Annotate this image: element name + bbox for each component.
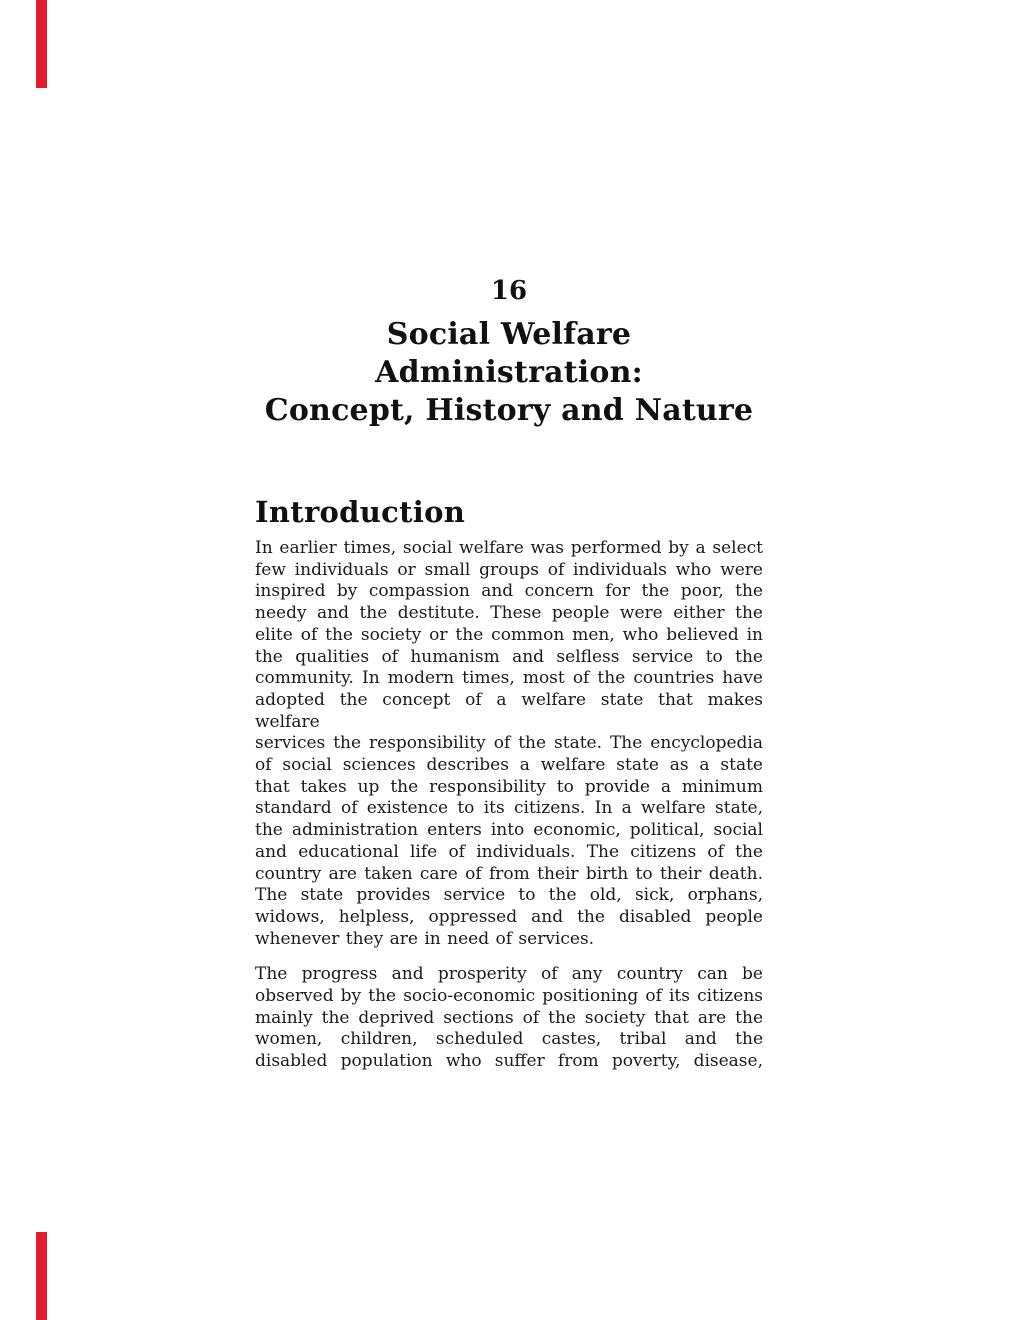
body-line: mainly the deprived sections of the society that are the bbox=[255, 1007, 763, 1028]
red-edge-mark-top bbox=[36, 0, 47, 88]
chapter-title-line-1: Social Welfare Administration: bbox=[375, 317, 643, 390]
body-line: observed by the socio-economic positioning of its citizens bbox=[255, 986, 763, 1007]
body-line: services the responsibility of the state. The encyclopedia bbox=[255, 733, 763, 754]
paragraph-1 bbox=[255, 538, 763, 950]
body-line: The state provides service to the old, sick, orphans, bbox=[255, 885, 763, 906]
body-line: the qualities of humanism and selfless service to the bbox=[255, 646, 763, 667]
section-heading: Introduction bbox=[255, 495, 466, 529]
body-line: The progress and prosperity of any country can be bbox=[255, 964, 763, 985]
body-line: women, children, scheduled castes, tribal and the bbox=[255, 1029, 763, 1050]
body-line: of social sciences describes a welfare state as a state bbox=[255, 755, 763, 776]
body-line: elite of the society or the common men, who believed in bbox=[255, 624, 763, 645]
chapter-title bbox=[255, 316, 763, 430]
page-content bbox=[255, 0, 763, 1073]
body-line: country are taken care of from their birth to their death. bbox=[255, 863, 763, 884]
chapter-title-line-2: Concept, History and Nature bbox=[264, 393, 754, 428]
body-line: and educational life of individuals. The citizens of the bbox=[255, 841, 763, 862]
body-line: adopted the concept of a welfare state that makes welfare bbox=[255, 689, 763, 732]
red-edge-mark-bottom bbox=[36, 1232, 47, 1320]
body-line: community. In modern times, most of the countries have bbox=[255, 668, 763, 689]
body-line: the administration enters into economic, political, social bbox=[255, 820, 763, 841]
body-line: disabled population who suffer from poverty, disease, bbox=[255, 1051, 763, 1072]
body-line: whenever they are in need of services. bbox=[255, 928, 595, 949]
body-line: standard of existence to its citizens. In a welfare state, bbox=[255, 798, 763, 819]
body-line: few individuals or small groups of individuals who were bbox=[255, 559, 763, 580]
body-line: widows, helpless, oppressed and the disabled people bbox=[255, 906, 763, 927]
body-line: inspired by compassion and concern for the poor, the bbox=[255, 581, 763, 602]
body-line: In earlier times, social welfare was performed by a select bbox=[255, 538, 763, 558]
paragraph-2 bbox=[255, 964, 763, 1073]
body-line: needy and the destitute. These people were either the bbox=[255, 603, 763, 624]
body-line: that takes up the responsibility to provide a minimum bbox=[255, 776, 763, 797]
chapter-number: 16 bbox=[490, 276, 528, 306]
